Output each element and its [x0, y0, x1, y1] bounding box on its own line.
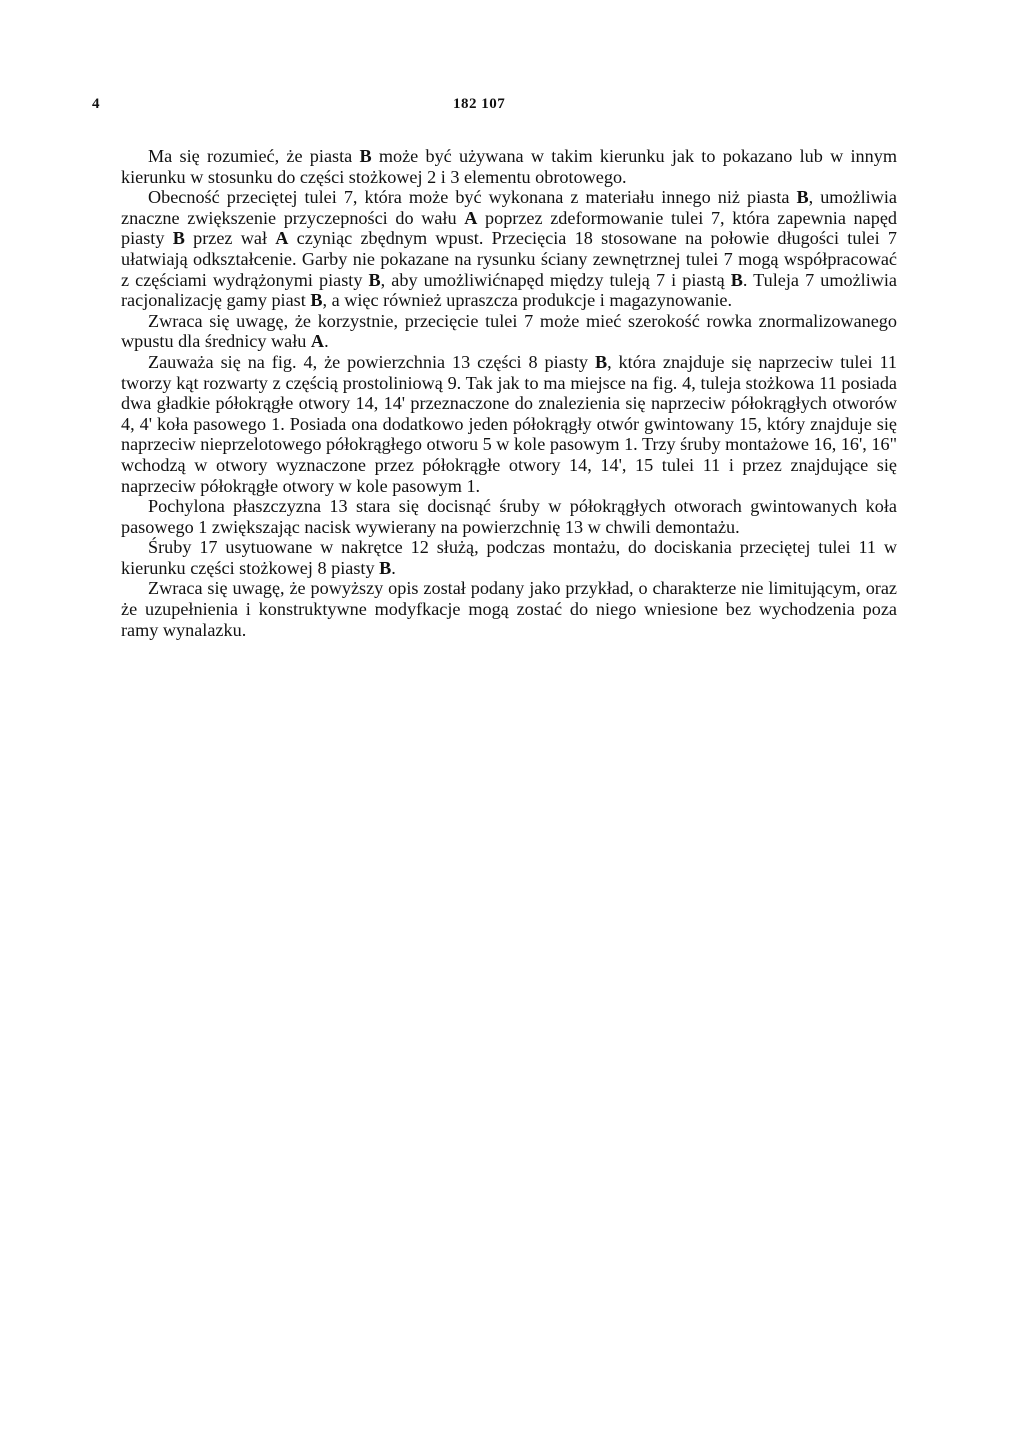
text-run: Obecność przeciętej tulei 7, która może być wykonana z materiału innego niż piasta [148, 187, 797, 208]
text-run: może być używana w takim kierunku jak to pokazano lub w innym kierunku w stosunku do części stożkowej 2 i 3 elementu obrotowego. [121, 146, 897, 187]
bold-label: B [379, 557, 392, 578]
bold-label: B [310, 290, 323, 311]
page-number: 4 [92, 96, 100, 112]
bold-label: B [730, 269, 743, 290]
paragraph [121, 146, 897, 187]
bold-label: B [368, 269, 381, 290]
bold-label: B [796, 187, 809, 208]
paragraph [121, 311, 897, 352]
text-run: , która znajduje się naprzeciw tulei 11 tworzy kąt rozwarty z częścią prostoliniową 9. Tak jak to ma miejsce na fig. 4, tuleja stożkowa 11 posiada dwa gładkie półokrągłe otwory 14, 14' przeznaczone do znalezienia się naprzeciw półokrągłych otworów 4, 4' koła pasowego 1. Posiada ona dodatkowo jeden półokrągły otwór gwintowany 15, który znajduje się naprzeciw nieprzelotowego półokrągłego otworu 5 w kole pasowym 1. Trzy śruby montażowe 16, 16', 16" wchodzą w otwory wyznaczone przez półokrągłe otwory 14, 14', 15 tulei 11 i przez znajdujące się naprzeciw półokrągłe otwory w kole pasowym 1. [121, 351, 897, 496]
text-run: przez wał [184, 228, 276, 249]
text-run: Śruby 17 usytuowane w nakrętce 12 służą, podczas montażu, do dociskania przeciętej tulei 11 w kierunku części stożkowej 8 piasty [121, 537, 897, 578]
paragraph [121, 496, 897, 537]
bold-label: B [594, 351, 608, 372]
bold-label: A [275, 228, 289, 249]
text-run: , a więc również upraszcza produkcje i magazynowanie. [322, 290, 733, 311]
document-number: 182 107 [453, 96, 506, 112]
bold-label: A [464, 207, 478, 228]
text-run: Ma się rozumieć, że piasta [148, 146, 360, 166]
body-text [121, 146, 897, 640]
bold-label: B [359, 146, 372, 166]
text-run: Zwraca się uwagę, że korzystnie, przecięcie tulei 7 może mieć szerokość rowka znormalizowanego wpustu dla średnicy wału [121, 310, 897, 352]
bold-label: A [310, 331, 325, 352]
text-run: , aby umożliwićnapęd między tuleją 7 i piastą [380, 269, 731, 290]
text-run: poprzez zdeformowanie tulei 7, która zapewnia napęd piasty [121, 207, 897, 249]
paragraph [121, 187, 897, 311]
text-run: Zwraca się uwagę, że powyższy opis został podany jako przykład, o charakterze nie limitującym, oraz że uzupełnienia i konstruktywne modyfkacje mogą zostać do niego wniesione bez wychodzenia poza ramy wynalazku. [121, 578, 897, 640]
paragraph [121, 352, 897, 496]
bold-label: B [172, 228, 185, 249]
text-run: . [324, 331, 329, 352]
text-run: Zauważa się na fig. 4, że powierzchnia 13 części 8 piasty [148, 351, 595, 372]
paragraph [121, 578, 897, 640]
text-run: . [391, 557, 396, 578]
text-run: czyniąc zbędnym wpust. Przecięcia 18 stosowane na połowie długości tulei 7 ułatwiają odkształcenie. Garby nie pokazane na rysunku ściany zewnętrznej tulei 7 mogą współpracować z częściami wydrążonymi piasty [121, 228, 897, 290]
text-run: , umożliwia znaczne zwiększenie przyczepności do wału [121, 187, 897, 228]
paragraph [121, 537, 897, 578]
text-run: Pochylona płaszczyzna 13 stara się docisnąć śruby w półokrągłych otworach gwintowanych koła pasowego 1 zwiększając nacisk wywierany na powierzchnię 13 w chwili demontażu. [121, 496, 897, 537]
text-run: . Tuleja 7 umożliwia racjonalizację gamy piast [121, 269, 898, 311]
